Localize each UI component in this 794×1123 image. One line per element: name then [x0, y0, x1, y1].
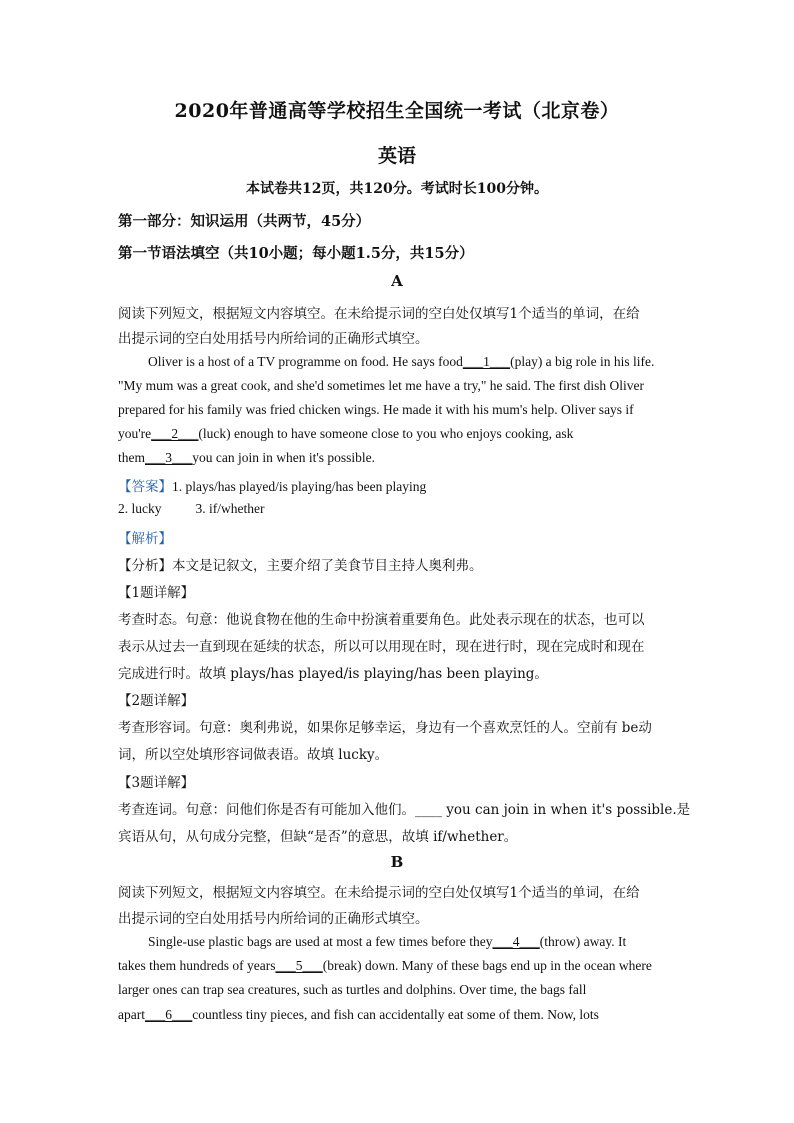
analysis-text: 本文是记叙文，主要介绍了美食节目主持人奥利弗。 [172, 558, 483, 574]
blank-1: ___1___ [462, 354, 511, 369]
text-segment: Single-use plastic bags are used at most a few times before they [148, 934, 493, 949]
analysis-line [118, 554, 483, 574]
q2-text-1: 考查形容词。句意：奥利弗说，如果你足够幸运，身边有一个喜欢烹饪的人。空前有 be动 [118, 720, 652, 736]
answer-line-2 [118, 501, 264, 517]
text-segment: them [118, 450, 145, 465]
passage-b-line-4 [118, 1007, 599, 1023]
passage-a-line-3: prepared for his family was fried chicken wings. He made it with his mum's help. Oliver says if [118, 402, 634, 417]
text-segment: countless tiny pieces, and fish can accidentally eat some of them. Now, lots [192, 1007, 599, 1022]
analysis-label: 【分析】 [118, 558, 172, 574]
q1-label: 【1题详解】 [118, 585, 195, 601]
q3-text-1: 考查连词。句意：问他们你是否有可能加入他们。____ you can join in when it's possible.是 [118, 802, 691, 818]
q3-text-2: 宾语从句，从句成分完整，但缺“是否”的意思，故填 if/whether。 [118, 829, 518, 845]
passage-b-letter: B [390, 853, 404, 871]
text-segment: takes them hundreds of years [118, 958, 276, 973]
part-heading: 第一部分：知识运用（共两节，45分） [118, 213, 371, 230]
text-segment: Oliver is a host of a TV programme on food. He says food [148, 354, 463, 369]
passage-a-instruction-1: 阅读下列短文，根据短文内容填空。在未给提示词的空白处仅填写1个适当的单词，在给 [118, 306, 640, 322]
blank-3: ___3___ [145, 450, 193, 465]
text-segment: you can join in when it's possible. [192, 450, 376, 465]
text-segment: (play) a big role in his life. [510, 354, 655, 369]
section-heading: 第一节语法填空（共10小题；每小题1.5分，共15分） [118, 245, 474, 262]
q2-text-2: 词，所以空处填形容词做表语。故填 lucky。 [118, 747, 389, 763]
analysis-tag: 【解析】 [118, 531, 172, 547]
q1-text-2: 表示从过去一直到现在延续的状态，所以可以用现在时，现在进行时，现在完成时和现在 [118, 639, 645, 655]
text-segment: apart [118, 1007, 145, 1022]
passage-a-line-5 [118, 450, 375, 466]
passage-b-line-3: larger ones can trap sea creatures, such as turtles and dolphins. Over time, the bags fall [118, 982, 587, 997]
text-segment: (luck) enough to have someone close to you who enjoys cooking, ask [198, 426, 574, 441]
blank-6: ___6___ [144, 1007, 193, 1022]
answer-2: 2. lucky [118, 501, 162, 516]
passage-a-letter: A [391, 272, 403, 290]
q2-label: 【2题详解】 [118, 693, 195, 709]
passage-b-line-1 [148, 934, 626, 950]
passage-b-instruction-2: 出提示词的空白处用括号内所给词的正确形式填空。 [118, 911, 429, 927]
passage-a-line-1 [148, 354, 654, 370]
subject-title: 英语 [377, 145, 416, 167]
exam-info: 本试卷共12页，共120分。考试时长100分钟。 [246, 181, 548, 197]
text-segment: (break) down. Many of these bags end up in the ocean where [322, 958, 652, 973]
q1-text-3: 完成进行时。故填 plays/has played/is playing/has been playing。 [118, 666, 548, 682]
passage-a-instruction-2: 出提示词的空白处用括号内所给词的正确形式填空。 [118, 331, 429, 347]
blank-4: ___4___ [492, 934, 540, 949]
text-segment: you're [118, 426, 152, 441]
answer-line [118, 475, 426, 495]
exam-title: 2020年普通高等学校招生全国统一考试（北京卷） [174, 100, 620, 122]
q3-label: 【3题详解】 [118, 775, 195, 791]
blank-2: ___2___ [151, 426, 199, 441]
answer-tag: 【答案】 [118, 479, 172, 495]
passage-b-instruction-1: 阅读下列短文，根据短文内容填空。在未给提示词的空白处仅填写1个适当的单词，在给 [118, 885, 640, 901]
blank-5: ___5___ [275, 958, 323, 973]
q1-text-1: 考查时态。句意：他说食物在他的生命中扮演着重要角色。此处表示现在的状态，也可以 [118, 612, 645, 628]
passage-a-line-2: "My mum was a great cook, and she'd sometimes let me have a try," he said. The first dish Oliver [118, 378, 644, 393]
passage-b-line-2 [118, 958, 652, 974]
text-segment: (throw) away. It [539, 934, 627, 949]
answer-1: 1. plays/has played/is playing/has been playing [172, 479, 427, 494]
passage-a-line-4 [118, 426, 573, 442]
answer-3: 3. if/whether [195, 501, 265, 516]
